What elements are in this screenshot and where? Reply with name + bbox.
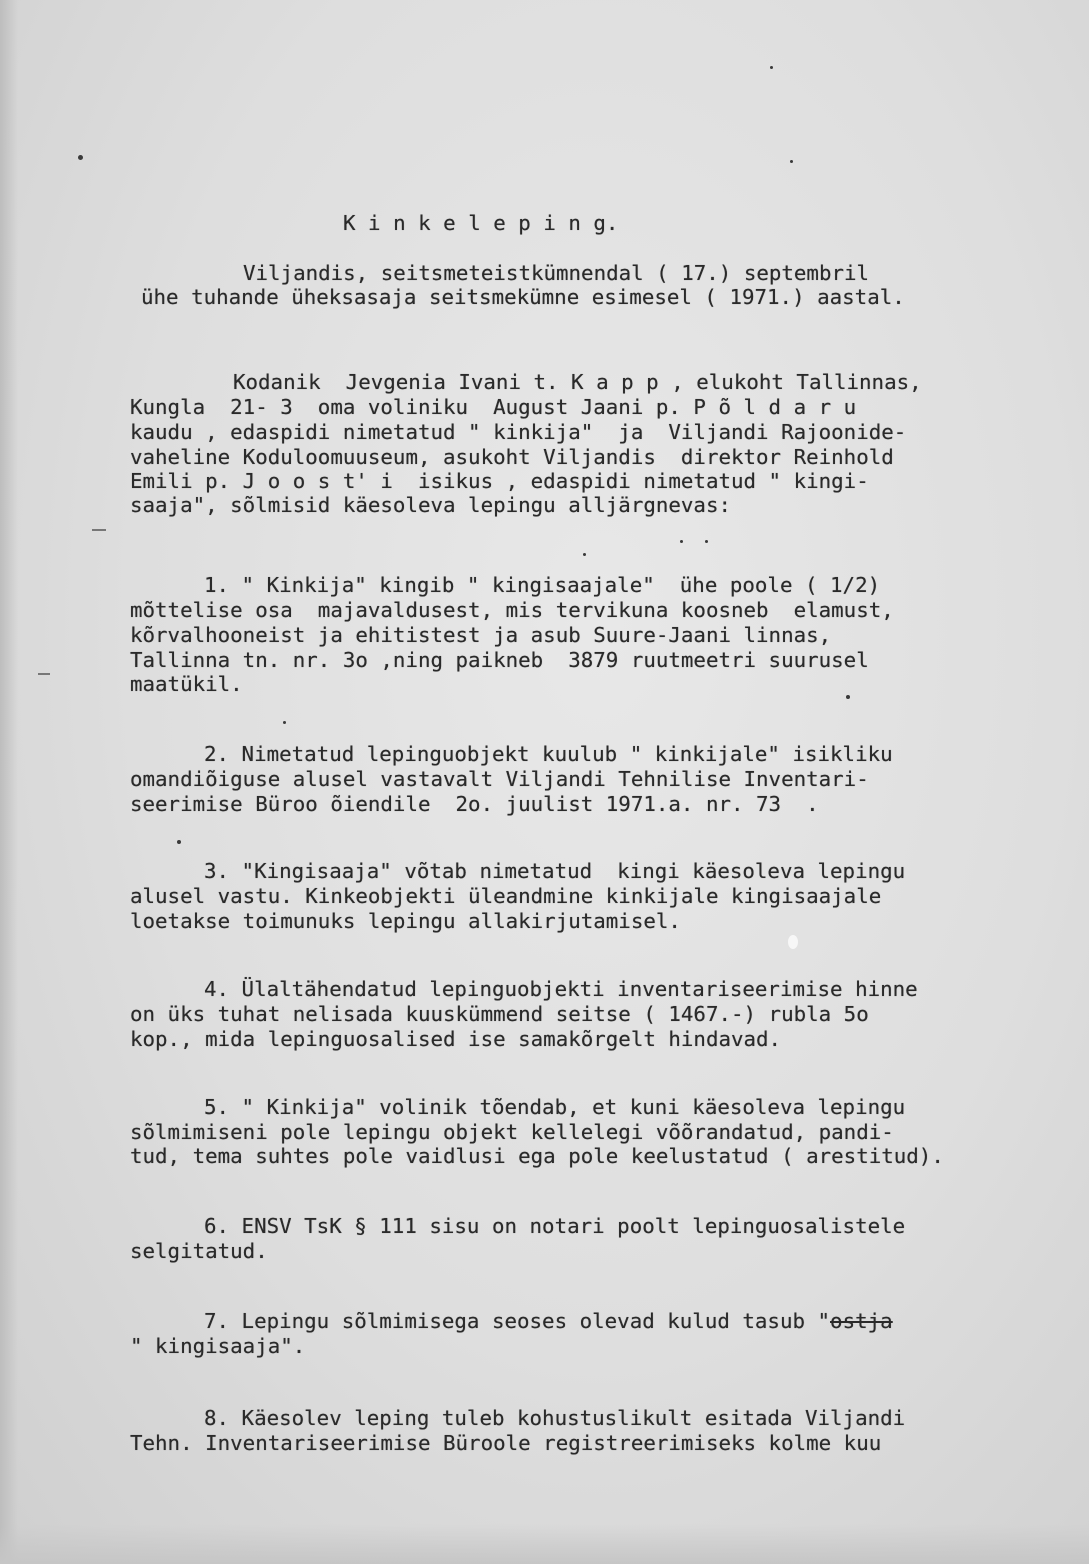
clause-6-line: 6. ENSV TsK § 111 sisu on notari poolt lepinguosalistele [204, 1214, 906, 1238]
clause-8-line: 8. Käesolev leping tuleb kohustuslikult esitada Viljandi [204, 1406, 906, 1430]
clause-7-line: " kingisaaja". [130, 1334, 306, 1358]
clause-1-line: mõttelise osa majavaldusest, mis tervikuna koosneb elamust, [130, 598, 894, 622]
scan-mark [92, 529, 106, 531]
page-shadow-bottom [0, 1524, 1089, 1564]
scan-speck [705, 540, 708, 543]
scan-speck [788, 935, 798, 949]
clause-7-text: 7. Lepingu sõlmimisega seoses olevad kulud tasub " [204, 1309, 831, 1333]
clause-6-line: selgitatud. [130, 1239, 268, 1263]
scan-speck [177, 840, 181, 844]
document-title: K i n k e l e p i n g. [343, 211, 619, 235]
clause-1-line: maatükil. [130, 672, 243, 696]
preamble-line: vaheline Koduloomuuseum, asukoht Viljandis direktor Reinhold [130, 445, 894, 469]
preamble-line: Emili p. J o o s t' i isikus , edaspidi nimetatud " kingi- [130, 469, 869, 493]
intro-line: ühe tuhande üheksasaja seitsmekümne esimesel ( 1971.) aastal. [141, 285, 905, 309]
clause-4-line: kop., mida lepinguosalised ise samakõrgelt hindavad. [130, 1027, 782, 1051]
clause-8-line: Tehn. Inventariseerimise Büroole registreerimiseks kolme kuu [130, 1431, 882, 1455]
page-shadow-left [0, 0, 18, 1564]
scan-speck [680, 540, 683, 543]
clause-1-line: kõrvalhooneist ja ehitistest ja asub Suure-Jaani linnas, [130, 623, 832, 647]
clause-2-line: 2. Nimetatud lepinguobjekt kuulub " kinkijale" isikliku [204, 742, 893, 766]
clause-2-line: seerimise Büroo õiendile 2o. juulist 1971.a. nr. 73 . [130, 792, 819, 816]
clause-2-line: omandiõiguse alusel vastavalt Viljandi Tehnilise Inventari- [130, 767, 869, 791]
preamble-line: Kungla 21- 3 oma voliniku August Jaani p. P õ l d a r u [130, 395, 857, 419]
clause-5-line: sõlmimiseni pole lepingu objekt kellelegi võõrandatud, pandi- [130, 1120, 894, 1144]
clause-7-line [204, 1308, 893, 1334]
clause-3-line: loetakse toimunuks lepingu allakirjutamisel. [130, 909, 681, 933]
clause-3-line: alusel vastu. Kinkeobjekti üleandmine kinkijale kingisaajale [130, 884, 882, 908]
struck-word: ostja [830, 1309, 893, 1333]
clause-3-line: 3. "Kingisaaja" võtab nimetatud kingi käesoleva lepingu [204, 859, 906, 883]
clause-5-line: tud, tema suhtes pole vaidlusi ega pole keelustatud ( arestitud). [130, 1144, 944, 1168]
intro-line: Viljandis, seitsmeteistkümnendal ( 17.) septembril [243, 261, 870, 285]
clause-5-line: 5. " Kinkija" volinik tõendab, et kuni käesoleva lepingu [204, 1095, 906, 1119]
clause-4-line: 4. Ülaltähendatud lepinguobjekti inventariseerimise hinne [204, 977, 918, 1001]
preamble-line: kaudu , edaspidi nimetatud " kinkija" ja Viljandi Rajoonide- [130, 420, 907, 444]
scan-speck [583, 553, 586, 556]
scan-speck [790, 160, 793, 163]
scan-mark [38, 673, 50, 675]
clause-1-line: 1. " Kinkija" kingib " kingisaajale" ühe poole ( 1/2) [204, 573, 881, 597]
clause-1-line: Tallinna tn. nr. 3o ,ning paikneb 3879 ruutmeetri suurusel [130, 648, 869, 672]
scan-speck [283, 721, 286, 724]
preamble-line: Kodanik Jevgenia Ivani t. K a p p , elukoht Tallinnas, [233, 370, 922, 394]
scan-speck [846, 695, 850, 699]
clause-4-line: on üks tuhat nelisada kuuskümmend seitse ( 1467.-) rubla 5o [130, 1002, 869, 1026]
scan-speck [770, 66, 773, 69]
preamble-line: saaja", sõlmisid käesoleva lepingu alljärgnevas: [130, 493, 731, 517]
scan-speck [78, 155, 83, 160]
